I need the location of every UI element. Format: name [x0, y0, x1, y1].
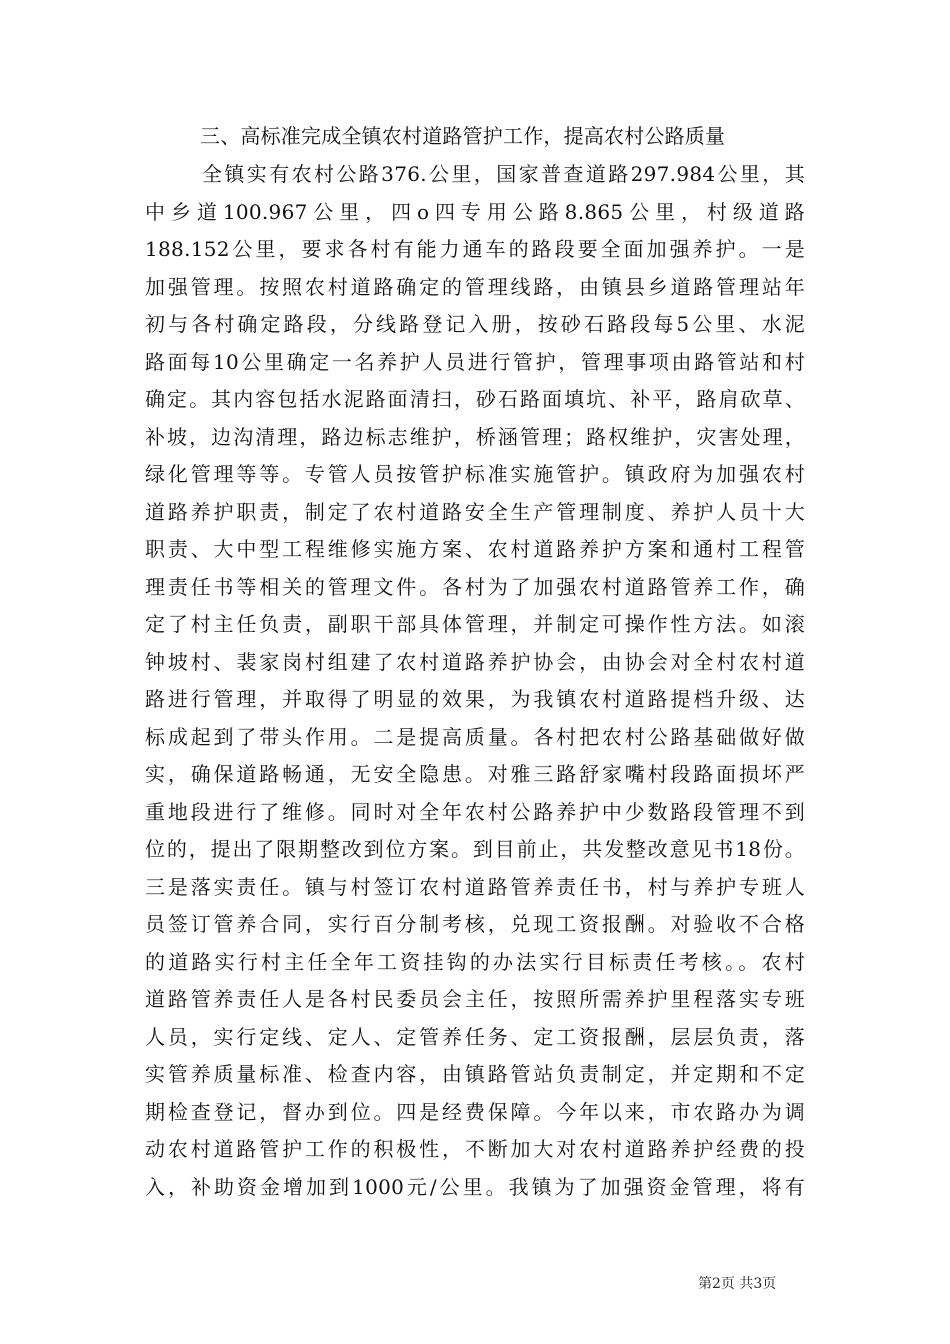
text-line: 理责任书等相关的管理文件。各村为了加强农村道路管养工作，确: [145, 574, 805, 599]
text-line: 人员，实行定线、定人、定管养任务、定工资报酬，层层负责，落: [145, 1024, 805, 1049]
text-line: 实，确保道路畅通，无安全隐患。对雅三路舒家嘴村段路面损坏严: [145, 762, 805, 786]
text-line: 路面每10公里确定一名养护人员进行管护，管理事项由路管站和村: [145, 349, 805, 374]
text-line: 道路养护职责，制定了农村道路安全生产管理制度、养护人员十大: [145, 499, 805, 524]
text-line: 三是落实责任。镇与村签订农村道路管养责任书，村与养护专班人: [145, 874, 805, 899]
text-line: 员签订管养合同，实行百分制考核，兑现工资报酬。对验收不合格: [145, 912, 805, 936]
text-line: 全镇实有农村公路376.公里，国家普查道路297.984公里，其: [202, 162, 805, 186]
text-line: 加强管理。按照农村道路确定的管理线路，由镇县乡道路管理站年: [145, 274, 805, 299]
text-line: 的道路实行村主任全年工资挂钩的办法实行目标责任考核。。农村: [145, 949, 805, 974]
text-line: 职责、大中型工程维修实施方案、农村道路养护方案和通村工程管: [145, 537, 805, 561]
text-line: 入，补助资金增加到1000元/公里。我镇为了加强资金管理，将有: [145, 1174, 805, 1199]
text-line: 重地段进行了维修。同时对全年农村公路养护中少数路段管理不到: [145, 799, 805, 824]
text-line: 位的，提出了限期整改到位方案。到目前止，共发整改意见书18份。: [145, 837, 805, 861]
text-line: 绿化管理等等。专管人员按管护标准实施管护。镇政府为加强农村: [145, 462, 805, 486]
text-line: 道路管养责任人是各村民委员会主任，按照所需养护里程落实专班: [145, 987, 805, 1011]
text-line: 定了村主任负责，副职干部具体管理，并制定可操作性方法。如滚: [145, 612, 805, 636]
text-line: 期检查登记，督办到位。四是经费保障。今年以来，市农路办为调: [145, 1099, 805, 1124]
text-line: 中乡道100.967公里，四o四专用公路8.865公里，村级道路: [145, 199, 805, 224]
text-line: 路进行管理，并取得了明显的效果，为我镇农村道路提档升级、达: [145, 687, 805, 711]
text-line: 188.152公里，要求各村有能力通车的路段要全面加强养护。一是: [145, 237, 805, 261]
page-number-footer: 第2页 共3页: [698, 1276, 777, 1292]
text-line: 动农村道路管护工作的积极性，不断加大对农村道路养护经费的投: [145, 1137, 805, 1161]
body-text: [145, 156, 805, 1206]
section-heading: 三、高标准完成全镇农村道路管护工作，提高农村公路质量: [200, 124, 726, 148]
text-line: 实管养质量标准、检查内容，由镇路管站负责制定，并定期和不定: [145, 1062, 805, 1086]
text-line: 标成起到了带头作用。二是提高质量。各村把农村公路基础做好做: [145, 724, 805, 749]
text-line: 补坡，边沟清理，路边标志维护，桥涵管理；路权维护，灾害处理，: [145, 424, 805, 449]
text-line: 确定。其内容包括水泥路面清扫，砂石路面填坑、补平，路肩砍草、: [145, 387, 805, 411]
text-line: 钟坡村、裴家岗村组建了农村道路养护协会，由协会对全村农村道: [145, 649, 805, 674]
text-line: 初与各村确定路段，分线路登记入册，按砂石路段每5公里、水泥: [145, 312, 805, 336]
